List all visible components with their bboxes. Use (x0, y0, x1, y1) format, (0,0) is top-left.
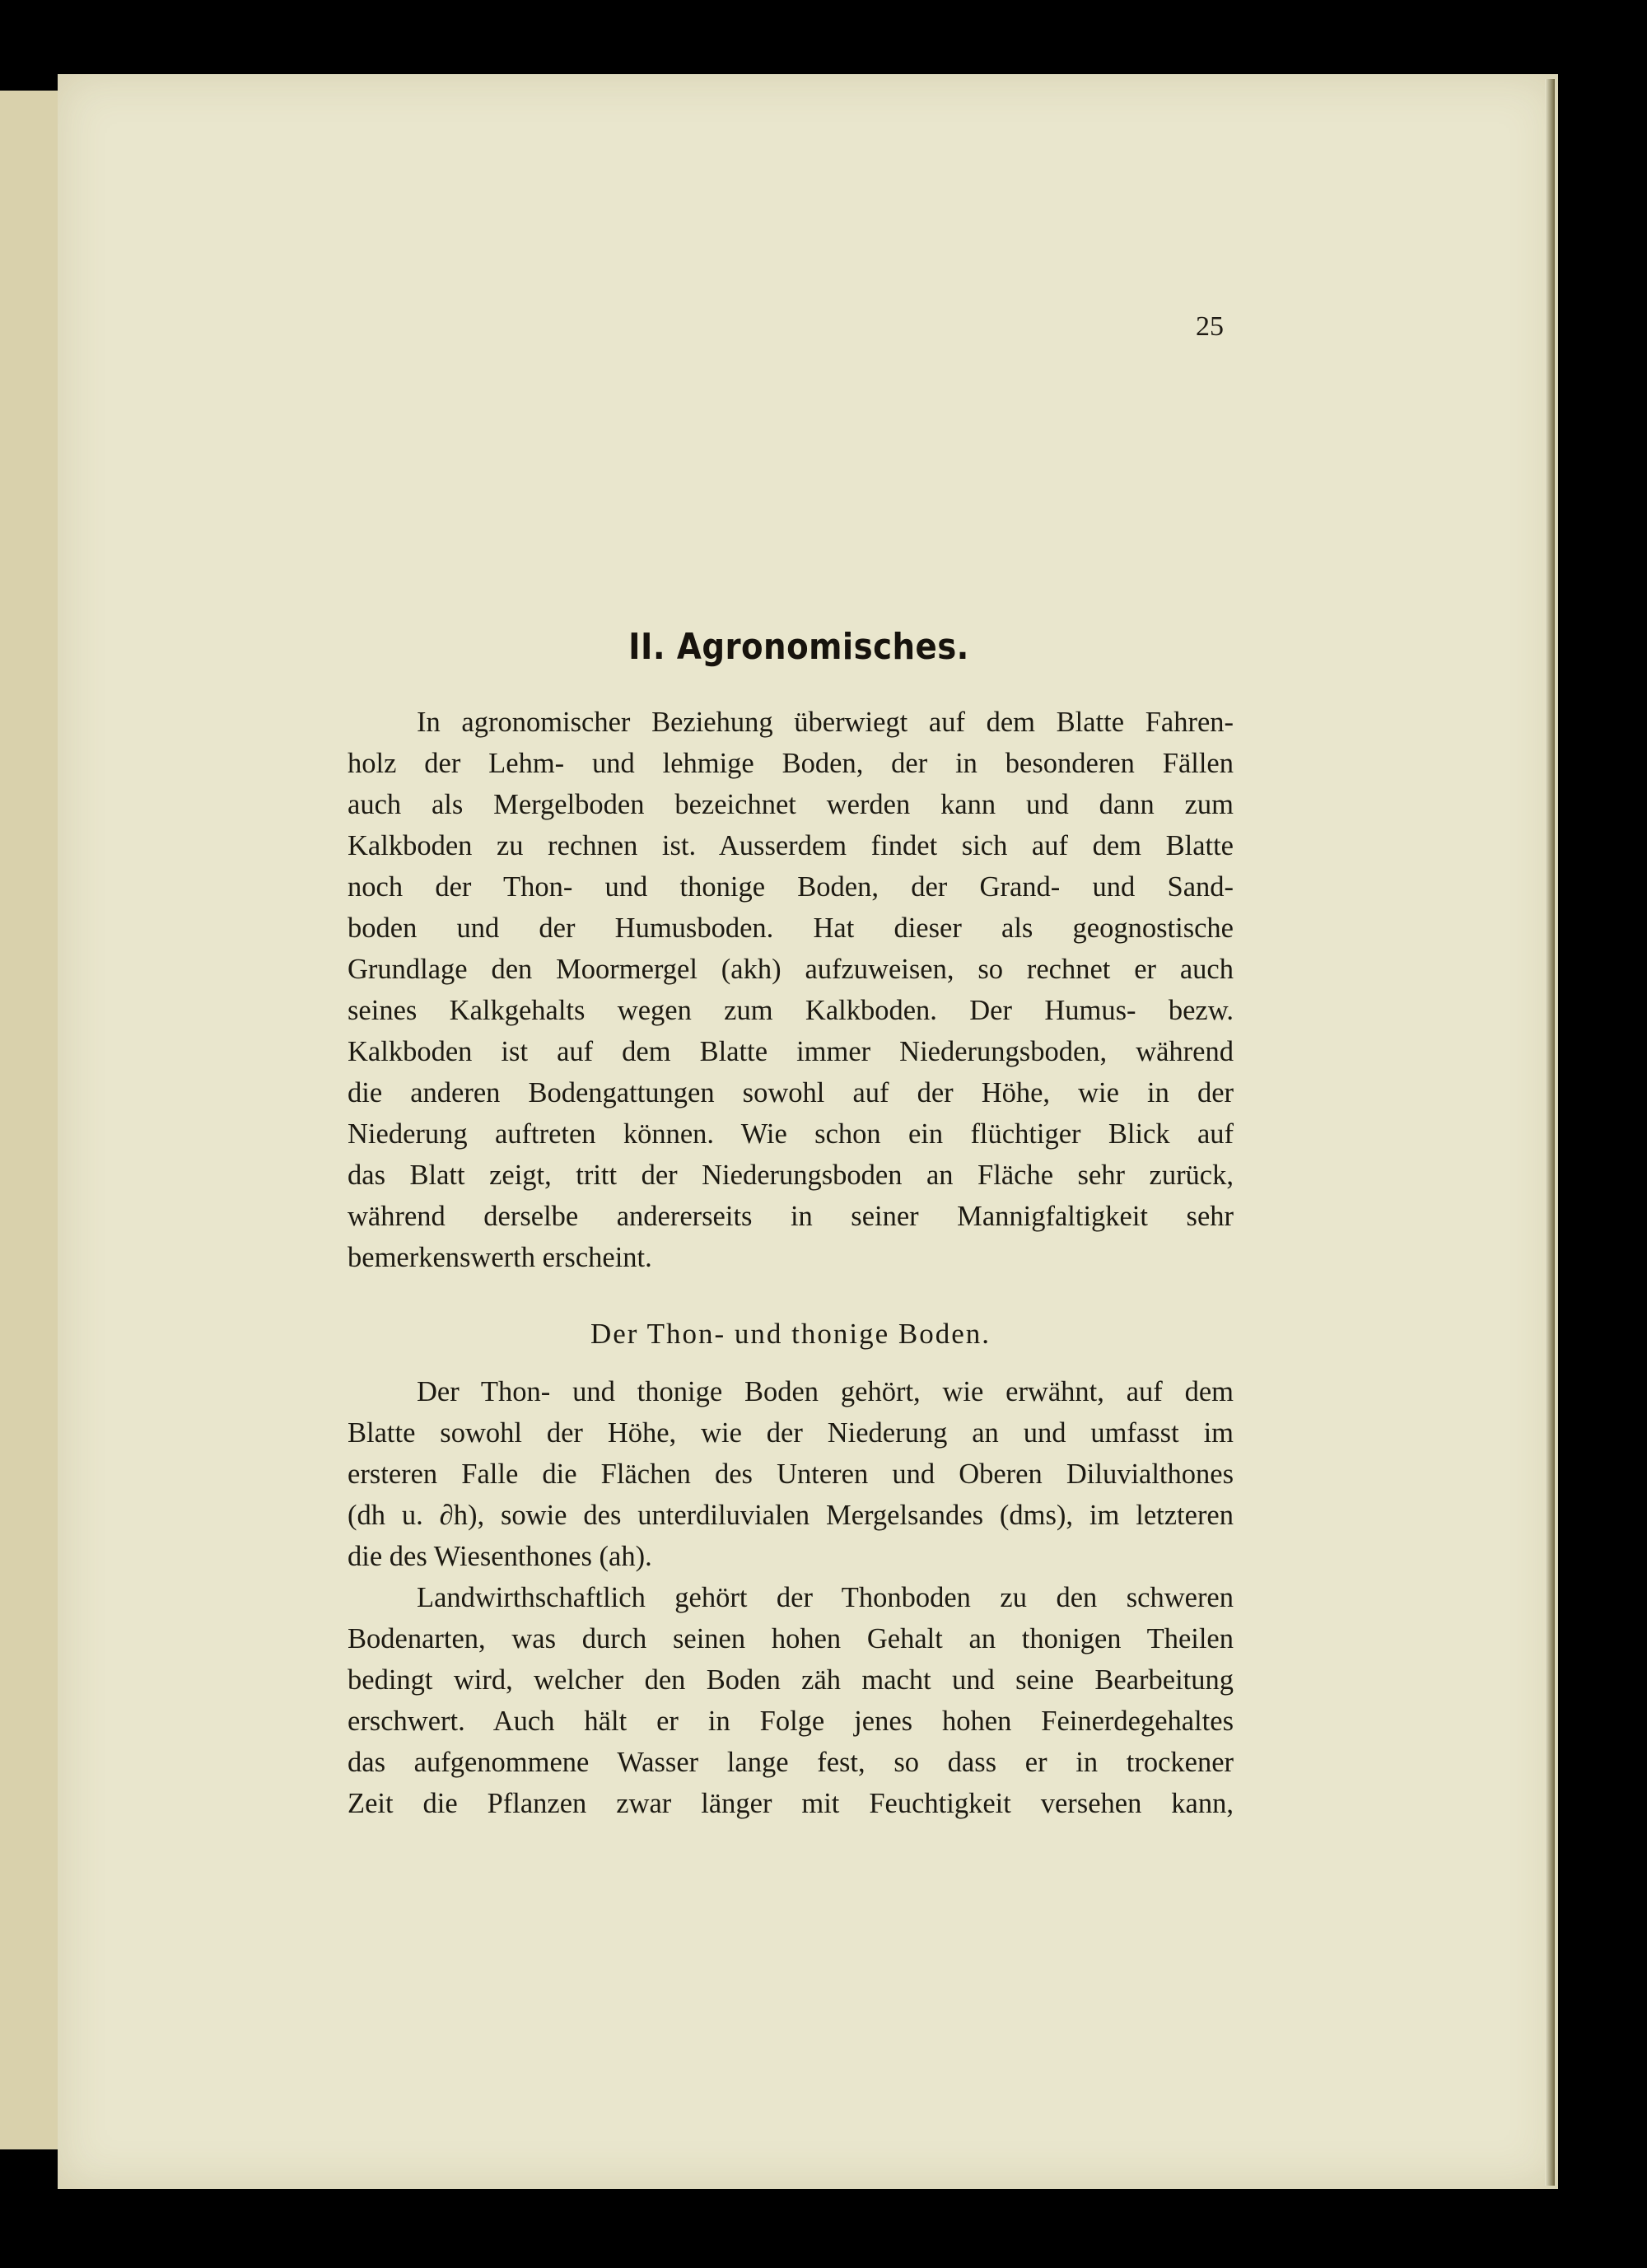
text-line: noch der Thon- und thonige Boden, der Grand- und Sand- (348, 871, 1234, 903)
text-line: Bodenarten, was durch seinen hohen Gehalt an thonigen Theilen (348, 1623, 1234, 1654)
text-line: bedingt wird, welcher den Boden zäh macht und seine Bearbeitung (348, 1664, 1234, 1696)
text-line: Niederung auftreten können. Wie schon ein flüchtiger Blick auf (348, 1118, 1234, 1150)
text-line: bemerkenswerth erscheint. (348, 1242, 652, 1273)
text-line: erschwert. Auch hält er in Folge jenes hohen Feinerdegehaltes (348, 1706, 1234, 1737)
text-line: Landwirthschaftlich gehört der Thonboden zu den schweren (417, 1582, 1234, 1613)
text-line: Grundlage den Moormergel (akh) aufzuweisen, so rechnet er auch (348, 954, 1234, 985)
text-line: Kalkboden ist auf dem Blatte immer Niederungsboden, während (348, 1036, 1234, 1067)
page-number: 25 (1196, 311, 1224, 342)
text-line: holz der Lehm- und lehmige Boden, der in besonderen Fällen (348, 748, 1234, 779)
text-line: In agronomischer Beziehung überwiegt auf dem Blatte Fahren- (417, 707, 1234, 738)
text-line: die anderen Bodengattungen sowohl auf der Höhe, wie in der (348, 1077, 1234, 1108)
page-right-edge (1545, 79, 1555, 2186)
section-heading: II. Agronomisches. (628, 626, 969, 668)
text-line: boden und der Humusboden. Hat dieser als geognostische (348, 912, 1234, 944)
text-line: ersteren Falle die Flächen des Unteren und Oberen Diluvialthones (348, 1458, 1234, 1490)
text-line: das aufgenommene Wasser lange fest, so dass er in trockener (348, 1747, 1234, 1778)
text-line: während derselbe andererseits in seiner Mannigfaltigkeit sehr (348, 1201, 1234, 1232)
subsection-heading: Der Thon- und thonige Boden. (590, 1318, 991, 1350)
text-line: die des Wiesenthones (ah). (348, 1541, 652, 1572)
text-line: Zeit die Pflanzen zwar länger mit Feuchtigkeit versehen kann, (348, 1788, 1234, 1819)
text-line: Der Thon- und thonige Boden gehört, wie erwähnt, auf dem (417, 1376, 1234, 1407)
text-line: Blatte sowohl der Höhe, wie der Niederung an und umfasst im (348, 1417, 1234, 1449)
text-line: seines Kalkgehalts wegen zum Kalkboden. Der Humus- bezw. (348, 995, 1234, 1026)
text-line: auch als Mergelboden bezeichnet werden kann und dann zum (348, 789, 1234, 820)
text-line: (dh u. ∂h), sowie des unterdiluvialen Mergelsandes (dms), im letzteren (348, 1500, 1234, 1531)
text-line: Kalkboden zu rechnen ist. Ausserdem findet sich auf dem Blatte (348, 830, 1234, 861)
text-line: das Blatt zeigt, tritt der Niederungsboden an Fläche sehr zurück, (348, 1160, 1234, 1191)
